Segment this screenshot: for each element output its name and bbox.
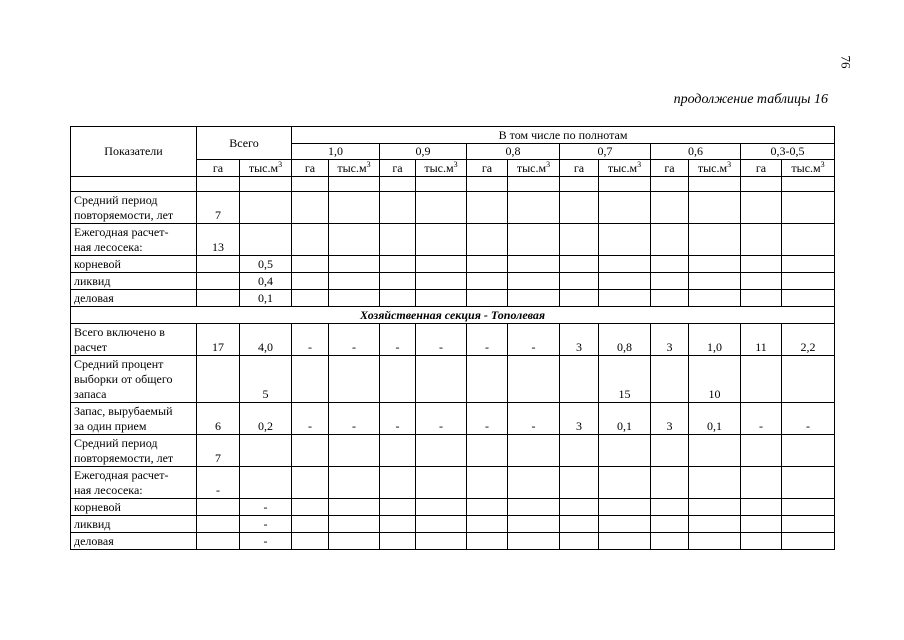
table-cell — [651, 356, 689, 403]
table-cell: - — [197, 467, 240, 499]
row-label: ликвид — [71, 273, 197, 290]
table-cell — [508, 273, 560, 290]
row-label: Запас, вырубаемый за один прием — [71, 403, 197, 435]
table-row — [71, 290, 835, 307]
table-cell: - — [467, 403, 508, 435]
table-cell — [380, 435, 416, 467]
header-unit-ha: га — [197, 160, 240, 177]
table-cell — [782, 256, 835, 273]
header-unit-ha: га — [467, 160, 508, 177]
table-cell — [467, 192, 508, 224]
table-cell: - — [741, 403, 782, 435]
table-cell — [782, 192, 835, 224]
header-unit-ha: га — [560, 160, 599, 177]
table-cell — [416, 516, 467, 533]
table-cell — [782, 499, 835, 516]
table-row — [71, 467, 835, 499]
table-cell — [240, 192, 292, 224]
table-cell — [560, 499, 599, 516]
table-cell — [741, 467, 782, 499]
table-cell — [508, 224, 560, 256]
table-cell — [329, 273, 380, 290]
table-cell — [329, 290, 380, 307]
data-table — [70, 126, 835, 550]
unit-superscript: 3 — [366, 160, 371, 169]
table-cell: 5 — [240, 356, 292, 403]
table-cell — [416, 273, 467, 290]
table-cell — [329, 192, 380, 224]
table-cell — [508, 290, 560, 307]
header-indicators: Показатели — [71, 127, 197, 177]
row-label: деловая — [71, 290, 197, 307]
header-unit-vol: $тыс.м^3$ — [508, 160, 560, 177]
table-cell — [197, 499, 240, 516]
table-cell — [467, 224, 508, 256]
table-cell — [689, 499, 741, 516]
table-cell — [467, 273, 508, 290]
table-cell — [416, 256, 467, 273]
header-unit-vol: $тыс.м^3$ — [782, 160, 835, 177]
table-cell — [416, 533, 467, 550]
table-cell: 10 — [689, 356, 741, 403]
table-cell — [240, 467, 292, 499]
table-cell — [416, 435, 467, 467]
table-cell — [689, 273, 741, 290]
table-cell — [599, 224, 651, 256]
table-cell — [741, 290, 782, 307]
table-row — [71, 224, 835, 256]
table-cell — [467, 533, 508, 550]
table-cell: - — [380, 403, 416, 435]
table-cell — [197, 256, 240, 273]
table-cell — [329, 435, 380, 467]
table-cell — [467, 256, 508, 273]
table-cell — [292, 533, 329, 550]
table-cell — [689, 192, 741, 224]
table-cell — [782, 273, 835, 290]
table-cell: - — [292, 403, 329, 435]
header-unit-vol: $тыс.м^3$ — [329, 160, 380, 177]
table-cell: 15 — [599, 356, 651, 403]
header-unit-ha: га — [741, 160, 782, 177]
table-cell — [560, 356, 599, 403]
table-row — [71, 273, 835, 290]
header-by-density: В том числе по полнотам — [292, 127, 835, 144]
table-cell — [782, 356, 835, 403]
table-cell — [380, 273, 416, 290]
table-cell: 7 — [197, 192, 240, 224]
table-cell — [508, 192, 560, 224]
table-cell — [741, 435, 782, 467]
section-title: Хозяйственная секция - Тополевая — [71, 307, 835, 324]
table-cell: - — [380, 324, 416, 356]
table-cell — [292, 273, 329, 290]
row-label: ликвид — [71, 516, 197, 533]
table-cell — [508, 499, 560, 516]
page-number: 76 — [838, 55, 854, 69]
table-cell — [560, 467, 599, 499]
table-cell — [560, 273, 599, 290]
table-caption: продолжение таблицы 16 — [673, 92, 828, 107]
table-cell — [380, 516, 416, 533]
table-cell — [508, 256, 560, 273]
table-cell — [292, 356, 329, 403]
table-cell: 13 — [197, 224, 240, 256]
table-cell — [651, 290, 689, 307]
table-cell — [689, 516, 741, 533]
table-cell — [741, 224, 782, 256]
table-cell — [689, 467, 741, 499]
table-cell: 4,0 — [240, 324, 292, 356]
table-cell — [380, 467, 416, 499]
unit-superscript: 3 — [278, 160, 283, 169]
row-label: корневой — [71, 499, 197, 516]
table-cell — [782, 290, 835, 307]
table-cell: 1,0 — [689, 324, 741, 356]
unit-superscript: 3 — [453, 160, 458, 169]
table-cell — [508, 516, 560, 533]
header-density-2: 0,8 — [467, 144, 560, 160]
table-cell: 3 — [651, 324, 689, 356]
table-cell — [292, 467, 329, 499]
table-cell — [197, 356, 240, 403]
header-density-1: 0,9 — [380, 144, 467, 160]
table-cell: - — [329, 324, 380, 356]
row-label: Средний период повторяемости, лет — [71, 192, 197, 224]
table-cell — [651, 533, 689, 550]
table-cell: 0,2 — [240, 403, 292, 435]
table-cell: - — [467, 324, 508, 356]
table-cell — [508, 467, 560, 499]
header-unit-vol: $тыс.м^3$ — [240, 160, 292, 177]
table-cell — [197, 290, 240, 307]
table-cell: 6 — [197, 403, 240, 435]
table-row — [71, 356, 835, 403]
table-cell: - — [508, 324, 560, 356]
table-cell — [197, 516, 240, 533]
table-cell — [380, 499, 416, 516]
table-cell: - — [782, 403, 835, 435]
table-cell — [741, 356, 782, 403]
table-cell — [599, 435, 651, 467]
table-cell — [380, 290, 416, 307]
table-cell — [689, 290, 741, 307]
table-row — [71, 256, 835, 273]
row-label: Всего включено в расчет — [71, 324, 197, 356]
table-cell — [782, 533, 835, 550]
table-cell — [467, 467, 508, 499]
header-unit-ha: га — [380, 160, 416, 177]
header-density-0: 1,0 — [292, 144, 380, 160]
table-cell — [380, 356, 416, 403]
table-cell — [741, 192, 782, 224]
table-cell: 0,8 — [599, 324, 651, 356]
table-cell — [560, 192, 599, 224]
table-cell — [292, 499, 329, 516]
table-cell — [508, 356, 560, 403]
table-cell — [689, 256, 741, 273]
table-cell — [651, 467, 689, 499]
table-cell — [416, 356, 467, 403]
unit-superscript: 3 — [820, 160, 825, 169]
row-label: корневой — [71, 256, 197, 273]
row-label: Ежегодная расчет- ная лесосека: — [71, 467, 197, 499]
table-cell — [380, 256, 416, 273]
table-cell — [599, 273, 651, 290]
table-cell — [782, 435, 835, 467]
table-cell: - — [508, 403, 560, 435]
table-cell — [292, 192, 329, 224]
section-row — [71, 307, 835, 324]
row-label: Средний период повторяемости, лет — [71, 435, 197, 467]
table-cell: - — [240, 499, 292, 516]
table-cell — [782, 467, 835, 499]
table-cell — [197, 533, 240, 550]
table-cell — [689, 533, 741, 550]
header-unit-ha: га — [292, 160, 329, 177]
table-row — [71, 324, 835, 356]
table-cell — [782, 516, 835, 533]
table-cell — [329, 224, 380, 256]
table-row — [71, 516, 835, 533]
table-cell: - — [416, 324, 467, 356]
table-cell — [599, 516, 651, 533]
row-label: Ежегодная расчет- ная лесосека: — [71, 224, 197, 256]
table-cell — [467, 499, 508, 516]
table-cell — [197, 273, 240, 290]
table-cell: - — [292, 324, 329, 356]
table-cell — [508, 533, 560, 550]
table-cell — [467, 516, 508, 533]
table-cell — [651, 499, 689, 516]
table-cell — [380, 224, 416, 256]
table-cell: 3 — [560, 324, 599, 356]
table-cell — [329, 499, 380, 516]
table-cell — [329, 516, 380, 533]
table-cell — [599, 256, 651, 273]
table-cell: - — [329, 403, 380, 435]
table-cell — [416, 224, 467, 256]
table-row — [71, 533, 835, 550]
table-cell — [329, 467, 380, 499]
table-cell — [467, 356, 508, 403]
table-cell — [508, 435, 560, 467]
table-cell — [741, 256, 782, 273]
table-cell — [416, 192, 467, 224]
table-cell — [416, 499, 467, 516]
table-cell: 3 — [651, 403, 689, 435]
table-cell — [741, 499, 782, 516]
table-cell — [651, 435, 689, 467]
table-cell: 0,1 — [599, 403, 651, 435]
table-cell: 17 — [197, 324, 240, 356]
table-row — [71, 192, 835, 224]
table-cell — [329, 533, 380, 550]
row-label: деловая — [71, 533, 197, 550]
header-unit-vol: $тыс.м^3$ — [689, 160, 741, 177]
table-cell — [599, 290, 651, 307]
table-cell — [560, 256, 599, 273]
table-cell — [689, 224, 741, 256]
table-cell — [292, 256, 329, 273]
table-cell — [467, 435, 508, 467]
header-unit-vol: $тыс.м^3$ — [599, 160, 651, 177]
unit-superscript: 3 — [637, 160, 642, 169]
table-cell — [741, 273, 782, 290]
table-cell — [689, 435, 741, 467]
table-cell — [240, 435, 292, 467]
table-cell — [416, 467, 467, 499]
table-cell: - — [240, 516, 292, 533]
table-cell: 0,4 — [240, 273, 292, 290]
table-row — [71, 435, 835, 467]
table-cell — [599, 499, 651, 516]
table-cell — [782, 224, 835, 256]
table-cell — [240, 224, 292, 256]
table-cell — [292, 224, 329, 256]
table-cell: 3 — [560, 403, 599, 435]
table-cell — [380, 533, 416, 550]
table-cell — [599, 467, 651, 499]
table-cell — [416, 290, 467, 307]
table-cell — [380, 192, 416, 224]
table-cell — [651, 256, 689, 273]
header-density-4: 0,6 — [651, 144, 741, 160]
table-cell: 7 — [197, 435, 240, 467]
table-cell — [560, 224, 599, 256]
header-density-5: 0,3-0,5 — [741, 144, 835, 160]
table-cell — [599, 192, 651, 224]
table-cell: 11 — [741, 324, 782, 356]
table-cell: - — [240, 533, 292, 550]
table-cell — [651, 192, 689, 224]
table-cell: 0,1 — [689, 403, 741, 435]
table-row — [71, 403, 835, 435]
spacer-row — [71, 177, 835, 192]
table-cell: 2,2 — [782, 324, 835, 356]
table-row — [71, 499, 835, 516]
header-unit-vol: $тыс.м^3$ — [416, 160, 467, 177]
table-cell — [651, 273, 689, 290]
unit-superscript: 3 — [727, 160, 732, 169]
table-cell — [741, 533, 782, 550]
table-cell — [741, 516, 782, 533]
header-density-3: 0,7 — [560, 144, 651, 160]
header-unit-ha: га — [651, 160, 689, 177]
table-cell: 0,1 — [240, 290, 292, 307]
table-cell — [560, 516, 599, 533]
table-cell — [599, 533, 651, 550]
table-cell — [292, 516, 329, 533]
table-cell — [329, 256, 380, 273]
table-cell: 0,5 — [240, 256, 292, 273]
table-cell — [560, 533, 599, 550]
unit-superscript: 3 — [546, 160, 551, 169]
table-cell — [329, 356, 380, 403]
table-cell — [292, 290, 329, 307]
table-cell: - — [416, 403, 467, 435]
table-cell — [651, 516, 689, 533]
table-cell — [292, 435, 329, 467]
header-total: Всего — [197, 127, 292, 160]
table-cell — [560, 290, 599, 307]
table-cell — [467, 290, 508, 307]
row-label: Средний процент выборки от общего запаса — [71, 356, 197, 403]
table-cell — [651, 224, 689, 256]
table-cell — [560, 435, 599, 467]
